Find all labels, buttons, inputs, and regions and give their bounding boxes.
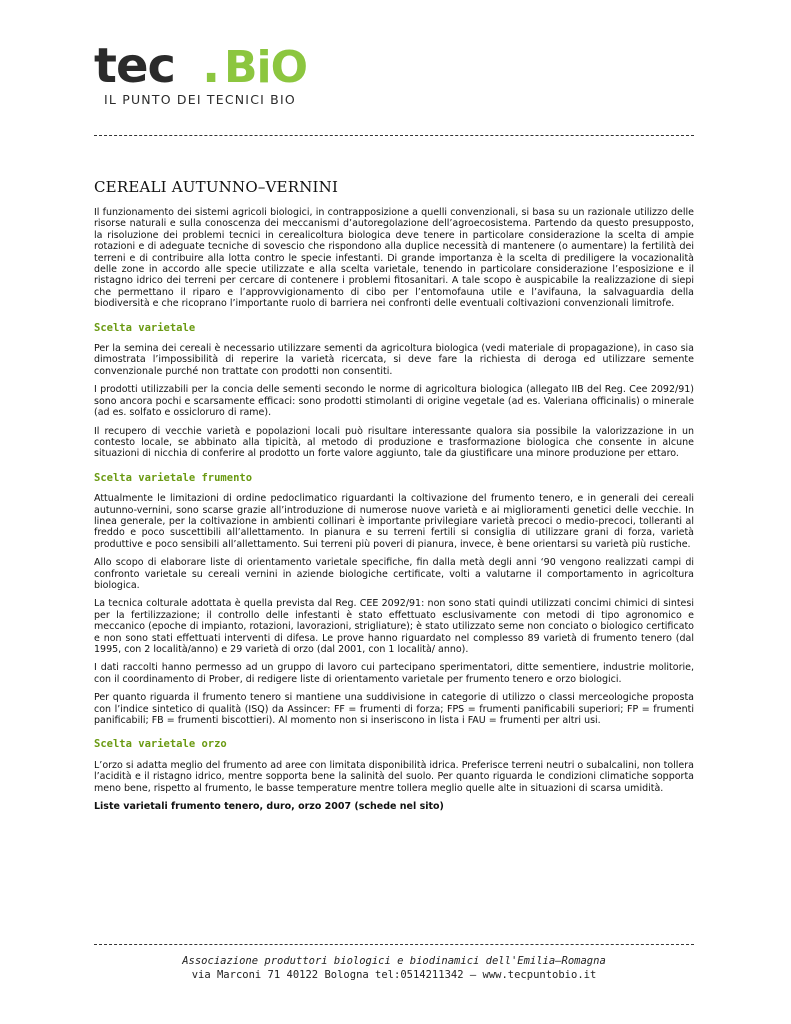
tecbio-logo-graphic [94, 44, 354, 110]
footer-organization: Associazione produttori biologici e biodinamici dell'Emilia–Romagna [182, 955, 606, 967]
paragraph: Per quanto riguarda il frumento tenero si mantiene una suddivisione in categorie di utilizzo o classi merceologiche proposta con l’indice sintetico di qualità (ISQ) da Assincer: FF = frumenti di forza; FPS = frumenti panificabili superiori; FP = frumenti panificabili; FB = frumenti biscottieri). Al momento non si inseriscono in lista i FAU = frumenti per altri usi. [94, 692, 694, 727]
paragraph: I prodotti utilizzabili per la concia delle sementi secondo le norme di agricoltura biologica (allegato IIB del Reg. Cee 2092/91) sono ancora pochi e scarsamente efficaci: sono prodotti stimolanti di origine vegetale (ad es. Valeriana officinalis) o minerale (ad es. solfato e ossicloruro di rame). [94, 384, 694, 419]
paragraph: I dati raccolti hanno permesso ad un gruppo di lavoro cui partecipano sperimentatori, ditte sementiere, industrie molitorie, con il coordinamento di Prober, di redigere liste di orientamento varietale per frumento tenero e orzo biologici. [94, 662, 694, 685]
paragraph: Il recupero di vecchie varietà e popolazioni locali può risultare interessante qualora sia possibile la valorizzazione in un contesto locale, se abbinato alla tipicità, al metodo di produzione e trasformazione biologica che consente in alcune situazioni di nicchia di conferire al prodotto un forte valore aggiunto, tale da giustificare una minore produzione per ettaro. [94, 425, 694, 460]
footer-divider [94, 944, 694, 945]
footer-address: via Marconi 71 40122 Bologna tel:0514211342 – www.tecpuntobio.it [191, 969, 597, 981]
logo-brand-accent: BiO [224, 44, 308, 93]
section-heading-varietale: Scelta varietale [94, 321, 196, 334]
intro-paragraph: Il funzionamento dei sistemi agricoli biologici, in contrapposizione a quelli convenzionali, si basa su un razionale utilizzo delle risorse naturali e sulla conoscenza dei meccanismi d’autoregolazione dell’agroecosistema. Partendo da questo presupposto, la risoluzione dei problemi tecnici in cerealicoltura biologica deve tenere in particolare considerazione la scelta di ampie rotazioni e di adeguate tecniche di sovescio che rispondono alla duplice necessità di mantenere (o aumentare) la fertilità dei terreni e di contribuire alla lotta contro le specie infestanti. Di grande importanza è la scelta di prediligere la vocazionalità delle zone in accordo alle specie utilizzate e alla scelta varietale, tenendo in particolare considerazione l’esposizione e il ristagno idrico dei terreni per cercare di contenere i problemi fitosanitari. A tale scopo è auspicabile la realizzazione di siepi che permettano il riparo e l’approvvigionamento di cibo per l’entomofauna utile e l’avifauna, la salvaguardia della biodiversità e che ricoprano l’importante ruolo di barriera nei confronti delle eventuali coltivazioni convenzionali limitrofe. [94, 207, 694, 310]
section-heading-frumento: Scelta varietale frumento [94, 471, 253, 484]
paragraph: Allo scopo di elaborare liste di orientamento varietale specifiche, fin dalla metà degli anni ‘90 vengono realizzati campi di confronto varietale su cereali vernini in aziende biologiche certificate, volti a valutarne il comportamento in agricoltura biologica. [94, 557, 694, 591]
footer [94, 954, 694, 982]
header-divider [94, 135, 694, 136]
document-body [94, 207, 694, 819]
paragraph: La tecnica colturale adottata è quella prevista dal Reg. CEE 2092/91: non sono stati quindi utilizzati concimi chimici di sintesi per la fertilizzazione; il controllo delle infestanti è stato effettuato esclusivamente con metodi di tipo agronomico e meccanico (epoche di impianto, rotazioni, lavorazioni, strigliature); è stato utilizzato seme non conciato o biologico certificato e non sono stati effettuati interventi di difesa. Le prove hanno riguardato nel complesso 89 varietà di frumento tenero (dal 1995, con 2 località/anno) e 29 varietà di orzo (dal 2001, con 1 località/ anno). [94, 598, 694, 655]
paragraph: L’orzo si adatta meglio del frumento ad aree con limitata disponibilità idrica. Preferisce terreni neutri o subalcalini, non tollera l’acidità e il ristagno idrico, mentre sopporta bene la salinità del suolo. Per quanto riguarda le condizioni climatiche sopporta meno bene, rispetto al frumento, le basse temperature mentre tollera meglio quelle alte in situazioni di scarsa umidità. [94, 759, 694, 794]
tecbio-logo [94, 44, 354, 110]
logo-brand-dot: . [202, 44, 221, 94]
paragraph: Per la semina dei cereali è necessario utilizzare sementi da agricoltura biologica (vedi materiale di propagazione), in caso sia dimostrata l’impossibilità di reperire la varietà ricercata, si deve fare la richiesta di deroga ed utilizzare semente convenzionale purché non trattate con prodotti non consentiti. [94, 343, 694, 377]
logo-tagline: IL PUNTO DEI TECNICI BIO [104, 92, 296, 107]
logo-brand-main: tec [94, 44, 175, 94]
varietal-lists-link-text: Liste varietali frumento tenero, duro, orzo 2007 (schede nel sito) [94, 801, 444, 813]
page-title: CEREALI AUTUNNO–VERNINI [94, 178, 339, 196]
paragraph: Attualmente le limitazioni di ordine pedoclimatico riguardanti la coltivazione del frumento tenero, e in generali dei cereali autunno-vernini, sono scarse grazie all’introduzione di numerose nuove varietà e ai miglioramenti genetici delle vecchie. In linea generale, per la coltivazione in ambienti collinari è importante privilegiare varietà precoci o medio-precoci, tolleranti al freddo e poco suscettibili all’allettamento. In pianura e su terreni fertili si consiglia di utilizzare grani di forza, varietà produttive e poco sensibili all’allettamento. Sui terreni più poveri di pianura, invece, è bene orientarsi su varietà più rustiche. [94, 493, 694, 550]
section-heading-orzo: Scelta varietale orzo [94, 738, 227, 751]
